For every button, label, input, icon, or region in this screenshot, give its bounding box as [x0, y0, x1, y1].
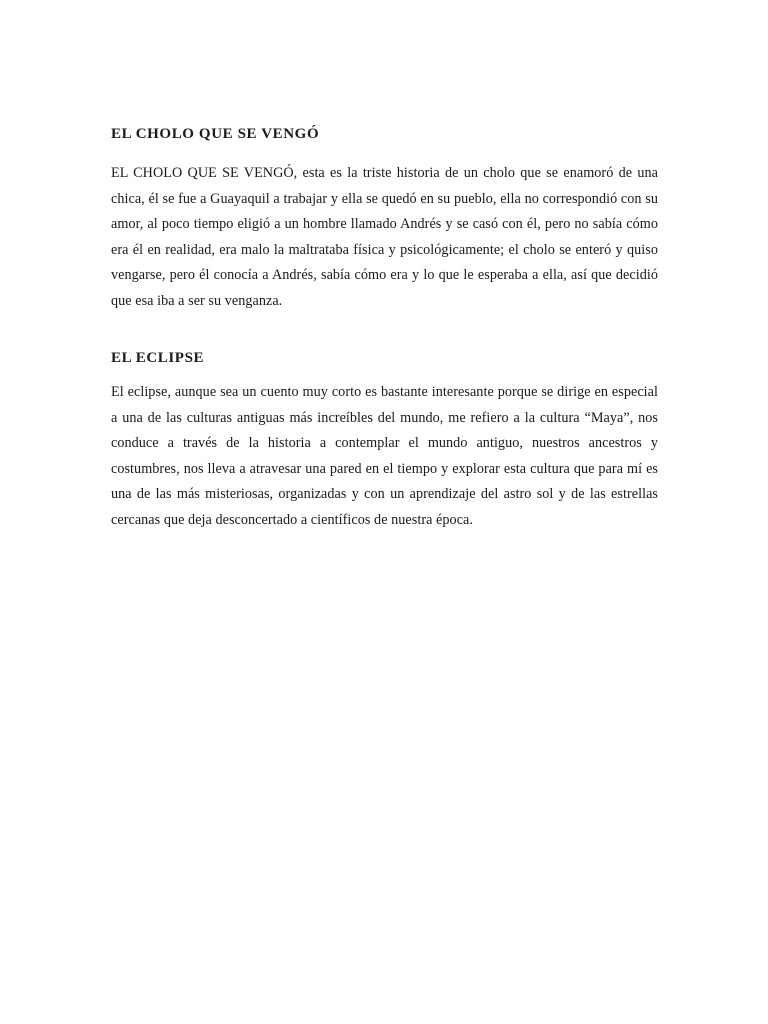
section-title-eclipse: EL ECLIPSE	[111, 350, 205, 366]
document-content	[111, 124, 658, 533]
section-title-cholo: EL CHOLO QUE SE VENGÓ	[111, 126, 320, 142]
section-body-cholo: EL CHOLO QUE SE VENGÓ, esta es la triste historia de un cholo que se enamoró de una chica, él se fue a Guayaquil a trabajar y ella se quedó en su pueblo, ella no correspondió con su amor, al poco tiempo eligió a un hombre llamado Andrés y se casó con él, pero no sabía cómo era él en realidad, era malo la maltrataba física y psicológicamente; el cholo se enteró y quiso vengarse, pero él conocía a Andrés, sabía cómo era y lo que le esperaba a ella, así que decidió que esa iba a ser su venganza.	[111, 165, 658, 309]
section-body-eclipse: El eclipse, aunque sea un cuento muy corto es bastante interesante porque se dirige en especial a una de las culturas antiguas más increíbles del mundo, me refiero a la cultura “Maya”, nos conduce a través de la historia a contemplar el mundo antiguo, nuestros ancestros y costumbres, nos lleva a atravesar una pared en el tiempo y explorar esta cultura que para mí es una de las más misteriosas, organizadas y con un aprendizaje del astro sol y de las estrellas cercanas que deja desconcertado a científicos de nuestra época.	[111, 384, 658, 528]
